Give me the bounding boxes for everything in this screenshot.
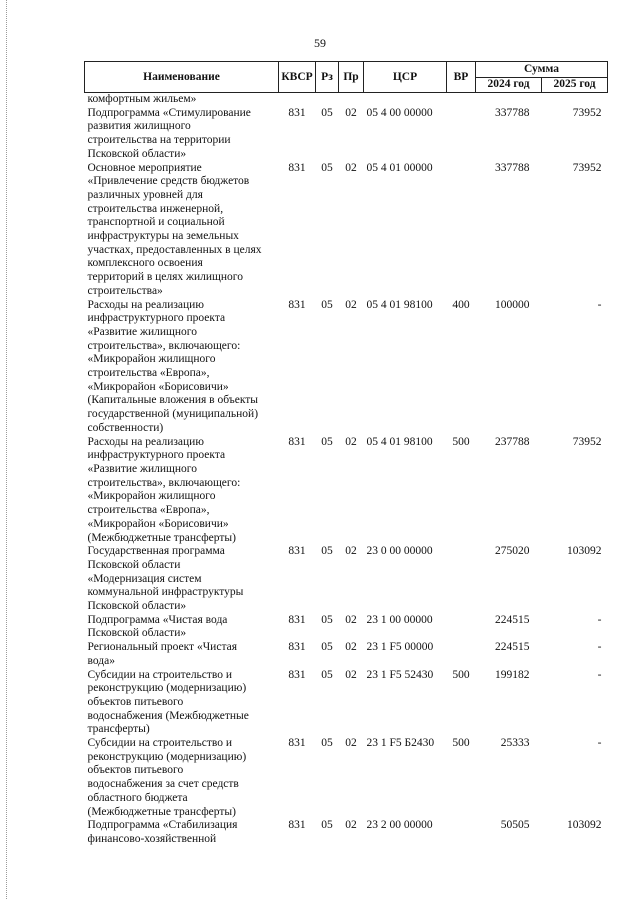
cell-name: Основное мероприятие «Привлечение средств бюджетов различных уровней для строительства инженерной, транспортной и социальной инфраструктуры на земельных участках, предоставленных в целях комплексного освоения территорий в целях жилищного строительства» (87, 161, 262, 297)
cell-sum-2024: 275020 (495, 545, 530, 558)
cell-pr: 02 (345, 641, 357, 654)
cell-sum-2025 (542, 93, 608, 107)
table-row (85, 162, 608, 299)
col-header-vr: ВР (447, 62, 476, 93)
cell-sum-2025: - (597, 298, 602, 311)
cell-rz: 05 (321, 641, 333, 654)
scan-edge-dots (6, 0, 8, 899)
cell-sum-2024: 199182 (495, 668, 530, 681)
cell-pr: 02 (345, 161, 357, 174)
cell-kvsr: 831 (288, 161, 306, 174)
cell-vr (447, 545, 476, 614)
cell-vr (447, 819, 476, 846)
cell-vr (447, 162, 476, 299)
cell-rz: 05 (321, 613, 333, 626)
table-row (85, 641, 608, 668)
cell-kvsr: 831 (288, 298, 306, 311)
cell-rz: 05 (321, 435, 333, 448)
cell-pr: 02 (345, 106, 357, 119)
cell-kvsr: 831 (288, 435, 306, 448)
budget-table (84, 61, 608, 847)
cell-vr (447, 641, 476, 668)
cell-vr: 400 (452, 298, 470, 311)
cell-kvsr (279, 93, 316, 107)
cell-name: Подпрограмма «Стабилизация финансово-хозяйственной (87, 819, 238, 845)
cell-csr: 23 1 F5 52430 (366, 668, 434, 681)
table-row (85, 545, 608, 614)
cell-sum-2024: 50505 (500, 819, 530, 832)
cell-pr: 02 (345, 737, 357, 750)
cell-vr: 500 (452, 435, 470, 448)
cell-pr: 02 (345, 545, 357, 558)
cell-csr: 05 4 01 98100 (366, 298, 433, 311)
cell-sum-2024: 224515 (495, 613, 530, 626)
cell-vr (447, 93, 476, 107)
cell-pr (339, 93, 364, 107)
cell-rz: 05 (321, 668, 333, 681)
table-body (85, 93, 608, 847)
page-number: 59 (314, 36, 326, 50)
table-row (85, 107, 608, 162)
cell-sum-2025: - (597, 641, 602, 654)
cell-rz: 05 (321, 737, 333, 750)
cell-name: комфортным жильем» (87, 93, 197, 105)
cell-csr: 05 4 00 00000 (366, 106, 433, 119)
cell-sum-2025: - (597, 737, 602, 750)
table-header (85, 62, 608, 93)
table-row (85, 436, 608, 546)
cell-pr: 02 (345, 668, 357, 681)
cell-sum-2024: 25333 (500, 737, 530, 750)
cell-sum-2024: 237788 (495, 435, 530, 448)
col-header-name: Наименование (85, 62, 279, 93)
cell-pr: 02 (345, 613, 357, 626)
cell-sum-2025: 103092 (567, 819, 602, 832)
cell-sum-2024: 337788 (495, 161, 530, 174)
cell-pr: 02 (345, 819, 357, 832)
cell-sum-2025: 73952 (572, 161, 602, 174)
table-row (85, 819, 608, 846)
table-row (85, 737, 608, 819)
cell-csr: 23 2 00 00000 (366, 819, 433, 832)
cell-vr: 500 (452, 737, 470, 750)
cell-name: Государственная программа Псковской области «Модернизация систем коммунальной инфраструктуры Псковской области» (87, 545, 244, 613)
cell-sum-2025: 103092 (567, 545, 602, 558)
cell-csr: 23 1 F5 Б2430 (366, 737, 435, 750)
col-header-kvsr: КВСР (279, 62, 316, 93)
cell-name: Субсидии на строительство и реконструкцию (модернизацию) объектов питьевого водоснабжения за счет средств областного бюджета (Межбюджетные трансферты) (87, 737, 247, 818)
col-header-csr: ЦСР (364, 62, 447, 93)
cell-name: Расходы на реализацию инфраструктурного проекта «Развитие жилищного строительства», включающего: «Микрорайон жилищного строительства «Европа», «Микрорайон «Борисовичи» (Межбюджетные трансферты) (87, 435, 241, 544)
cell-sum-2024: 100000 (495, 298, 530, 311)
cell-sum-2024 (476, 93, 542, 107)
cell-sum-2024: 337788 (495, 106, 530, 119)
cell-csr: 23 1 00 00000 (366, 613, 433, 626)
table-row (85, 299, 608, 436)
cell-kvsr: 831 (288, 641, 306, 654)
cell-vr (447, 107, 476, 162)
cell-sum-2024: 224515 (495, 641, 530, 654)
cell-sum-2025: 73952 (572, 435, 602, 448)
cell-rz: 05 (321, 298, 333, 311)
cell-kvsr: 831 (288, 545, 306, 558)
cell-pr: 02 (345, 298, 357, 311)
cell-kvsr: 831 (288, 613, 306, 626)
cell-csr (364, 93, 447, 107)
col-header-rz: Рз (316, 62, 339, 93)
budget-table-container (84, 61, 608, 847)
cell-csr: 23 1 F5 00000 (366, 641, 434, 654)
col-header-pr: Пр (339, 62, 364, 93)
cell-rz: 05 (321, 819, 333, 832)
cell-rz: 05 (321, 106, 333, 119)
cell-sum-2025: 73952 (572, 106, 602, 119)
cell-rz: 05 (321, 161, 333, 174)
col-header-year-2024: 2024 год (476, 77, 542, 93)
col-header-sum: Сумма (476, 62, 608, 78)
cell-name: Региональный проект «Чистая вода» (87, 641, 237, 667)
cell-rz (316, 93, 339, 107)
cell-csr: 23 0 00 00000 (366, 545, 433, 558)
cell-kvsr: 831 (288, 668, 306, 681)
table-row (85, 669, 608, 738)
cell-csr: 05 4 01 98100 (366, 435, 433, 448)
cell-name: Расходы на реализацию инфраструктурного проекта «Развитие жилищного строительства», включающего: «Микрорайон жилищного строительства «Европа», «Микрорайон «Борисовичи» (Капитальные вложения в объекты государственной (муниципальной) собственности) (87, 298, 259, 434)
table-row (85, 614, 608, 641)
cell-kvsr: 831 (288, 106, 306, 119)
cell-kvsr: 831 (288, 819, 306, 832)
cell-sum-2025: - (597, 613, 602, 626)
col-header-year-2025: 2025 год (542, 77, 608, 93)
cell-csr: 05 4 01 00000 (366, 161, 433, 174)
table-row (85, 93, 608, 107)
cell-vr (447, 614, 476, 641)
cell-vr: 500 (452, 668, 470, 681)
cell-sum-2025: - (597, 668, 602, 681)
cell-rz: 05 (321, 545, 333, 558)
cell-pr: 02 (345, 435, 357, 448)
cell-name: Подпрограмма «Стимулирование развития жилищного строительства на территории Псковской области» (87, 106, 251, 160)
cell-name: Подпрограмма «Чистая вода Псковской области» (87, 613, 228, 640)
cell-kvsr: 831 (288, 737, 306, 750)
cell-name: Субсидии на строительство и реконструкцию (модернизацию) объектов питьевого водоснабжения (Межбюджетные трансферты) (87, 668, 249, 736)
